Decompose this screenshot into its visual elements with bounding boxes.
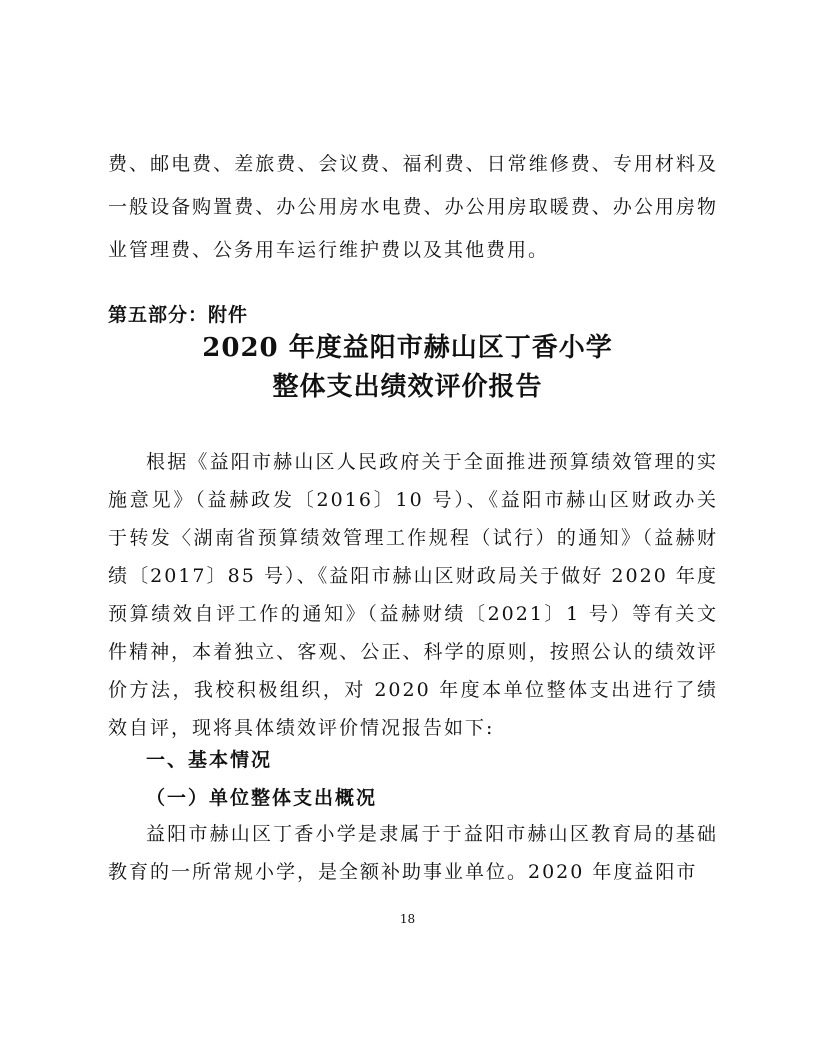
intro-paragraph: 根据《益阳市赫山区人民政府关于全面推进预算绩效管理的实施意见》（益赫政发〔2016〕10 号）、《益阳市赫山区财政办关于转发〈湖南省预算绩效管理工作规程（试行）的通知》（益赫财绩〔2017〕85 号）、《益阳市赫山区财政局关于做好 2020 年度预算绩效自评工作的通知》（益赫财绩〔2021〕1 号）等有关文件精神，本着独立、客观、公正、科学的原则，按照公认的绩效评价方法，我校积极组织，对 2020 年度本单位整体支出进行了绩效自评，现将具体绩效评价情况报告如下: <box>108 451 718 739</box>
heading-basic-info: 一、基本情况 <box>146 749 273 771</box>
report-title-line-2: 整体支出绩效评价报告 <box>272 372 543 402</box>
section-label: 第五部分：附件 <box>108 304 249 326</box>
report-title-line-1: 2020 年度益阳市赫山区丁香小学 <box>202 333 613 363</box>
overview-paragraph: 益阳市赫山区丁香小学是隶属于于益阳市赫山区教育局的基础教育的一所常规小学，是全额补助事业单位。2020 年度益阳市 <box>108 823 718 883</box>
continuation-paragraph: 费、邮电费、差旅费、会议费、福利费、日常维修费、专用材料及一般设备购置费、办公用房水电费、办公用房取暖费、办公用房物业管理费、公务用车运行维护费以及其他费用。 <box>108 153 718 261</box>
heading-overview: （一）单位整体支出概况 <box>146 787 378 809</box>
page-number: 18 <box>399 912 416 926</box>
